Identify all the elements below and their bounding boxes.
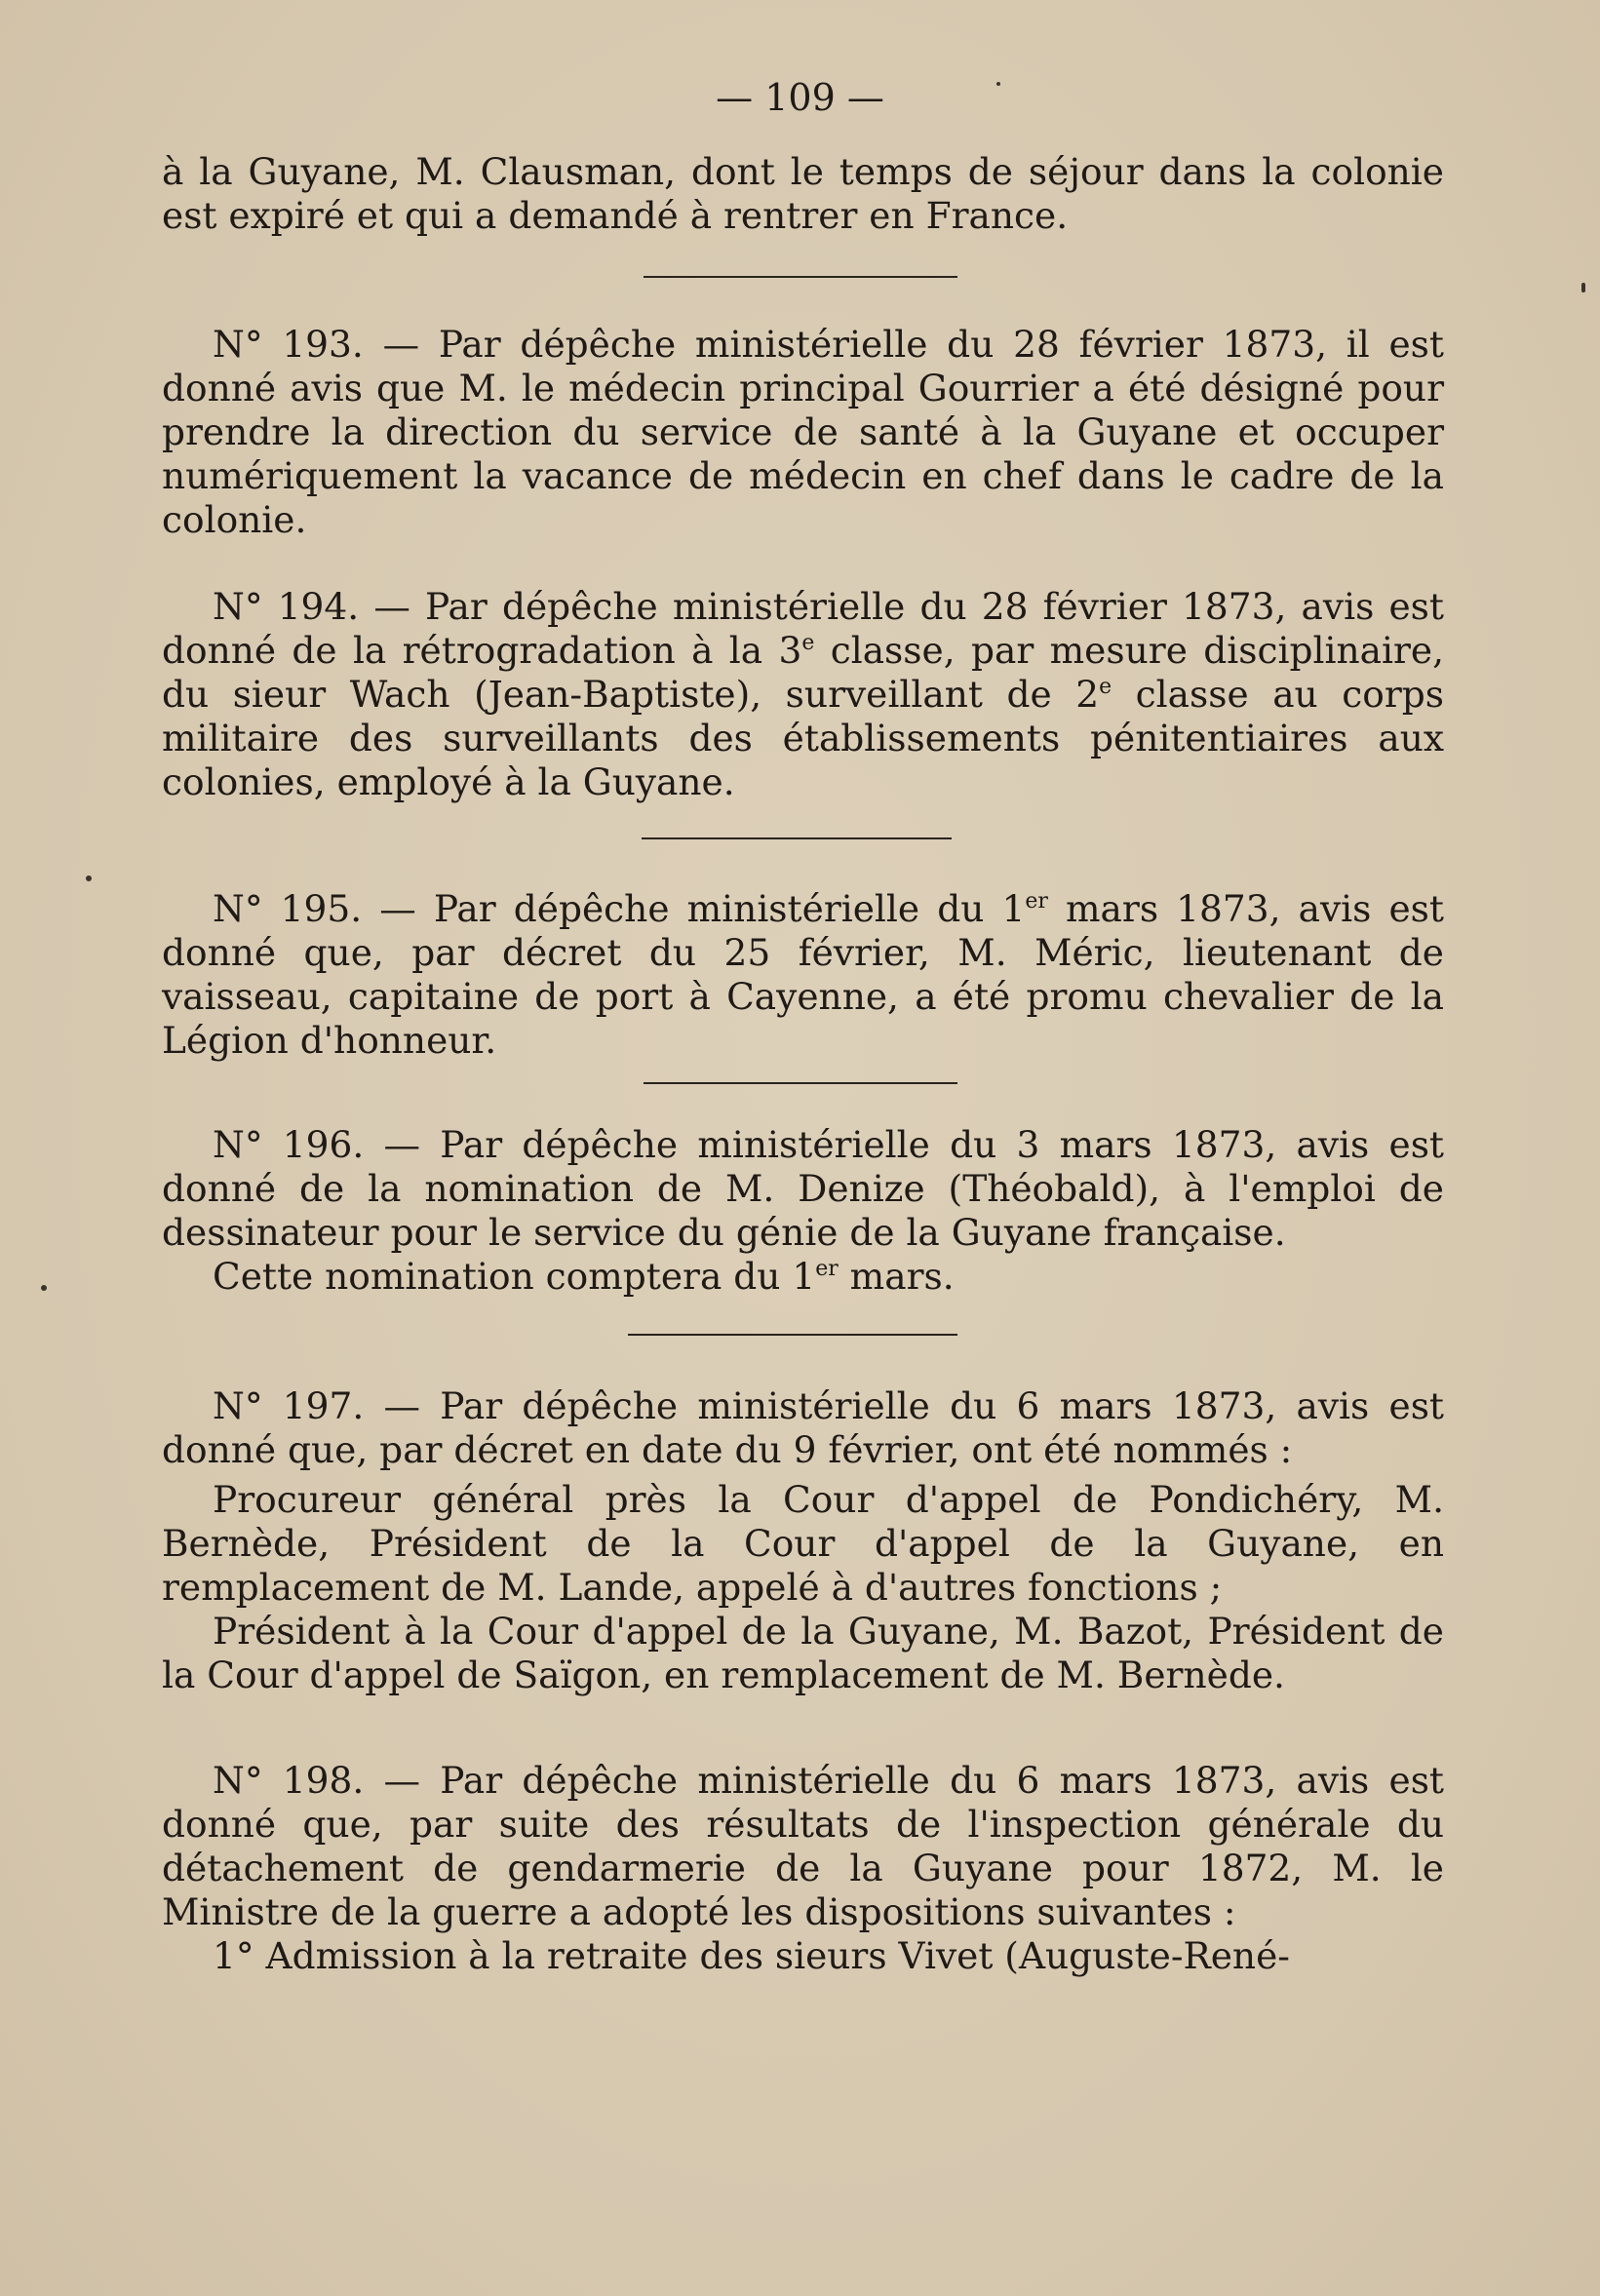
superscript: er	[815, 1257, 839, 1281]
entry-text: — Par dépêche ministérielle du 6 mars 1873, avis est donné que, par suite des résultats de l'inspection générale du détachement de gendarmerie de la Guyane pour 1872, M. le Ministre de la guerre a adopté les dispositions suivantes :	[162, 1759, 1445, 1933]
entry-text: — Par dépêche ministérielle du 6 mars 1873, avis est donné que, par décret en date du 9 février, ont été nommés :	[162, 1384, 1445, 1471]
entry-number: N° 197.	[213, 1384, 365, 1427]
entry-text: classe, par mesure disciplinaire, du sieur Wach (Jean-Baptiste), surveillant de 2	[162, 629, 1444, 716]
entry-196	[162, 1123, 1444, 1299]
entry-text: — Par dépêche ministérielle du 3 mars 1873, avis est donné de la nomination de M. Denize (Théobald), à l'emploi de dessinateur pour le service du génie de la Guyane française.	[162, 1123, 1445, 1254]
entry-text: — Par dépêche ministérielle du 28 février 1873, il est donné avis que M. le médecin principal Gourrier a été désigné pour prendre la direction du service de santé à la Guyane et occuper numériquement la vacance de médecin en chef dans le cadre de la colonie.	[162, 323, 1444, 541]
separator-rule	[642, 837, 952, 839]
superscript: e	[1099, 675, 1112, 699]
superscript: er	[1025, 889, 1048, 914]
entry-197-paragraph-2: Procureur général près la Cour d'appel de Pondichéry, M. Bernède, Président de la Cour d'appel de la Guyane, en remplacement de M. Lande, appelé à d'autres fonctions ;	[162, 1478, 1444, 1609]
entry-text: — Par dépêche ministérielle du 1	[362, 887, 1026, 930]
entry-text: — Par dépêche ministérielle du 28 février 1873, avis est donné de la rétrogradation à la 3	[162, 585, 1444, 672]
entry-number: N° 195.	[213, 887, 363, 930]
entry-194	[162, 585, 1444, 804]
entry-number: N° 198.	[213, 1759, 365, 1802]
entry-195	[162, 887, 1444, 1063]
entry-text: classe au corps militaire des surveillants des établissements pénitentiaires aux colonies, employé à la Guyane.	[162, 673, 1444, 803]
entry-number: N° 193.	[213, 323, 364, 366]
entry-197-paragraph-3: Président à la Cour d'appel de la Guyane, M. Bazot, Président de la Cour d'appel de Saïgon, en remplacement de M. Bernède.	[162, 1610, 1444, 1696]
continuation-paragraph	[162, 150, 1444, 238]
entry-text: mars 1873, avis est donné que, par décret du 25 février, M. Méric, lieutenant de vaisseau, capitaine de port à Cayenne, a été promu chevalier de la Légion d'honneur.	[162, 887, 1444, 1062]
separator-rule	[644, 276, 957, 278]
separator-rule	[644, 1082, 957, 1084]
entry-193	[162, 323, 1444, 542]
entry-197	[162, 1384, 1444, 1697]
entry-number: N° 194.	[213, 585, 360, 628]
separator-rule	[628, 1334, 957, 1336]
entry-198	[162, 1759, 1444, 1978]
entry-number: N° 196.	[213, 1123, 365, 1166]
paper-speck	[1581, 283, 1585, 292]
superscript: e	[801, 631, 815, 655]
paper-speck	[41, 1285, 47, 1291]
entry-198-paragraph-2: 1° Admission à la retraite des sieurs Vivet (Auguste-René-	[213, 1934, 1290, 1977]
page-number: — 109 —	[716, 76, 884, 119]
entry-196-note: Cette nomination comptera du 1er mars.	[213, 1255, 955, 1298]
paper-speck	[996, 82, 1000, 86]
paper-speck	[86, 876, 92, 881]
continuation-text: à la Guyane, M. Clausman, dont le temps de séjour dans la colonie est expiré et qui a demandé à rentrer en France.	[162, 150, 1444, 237]
